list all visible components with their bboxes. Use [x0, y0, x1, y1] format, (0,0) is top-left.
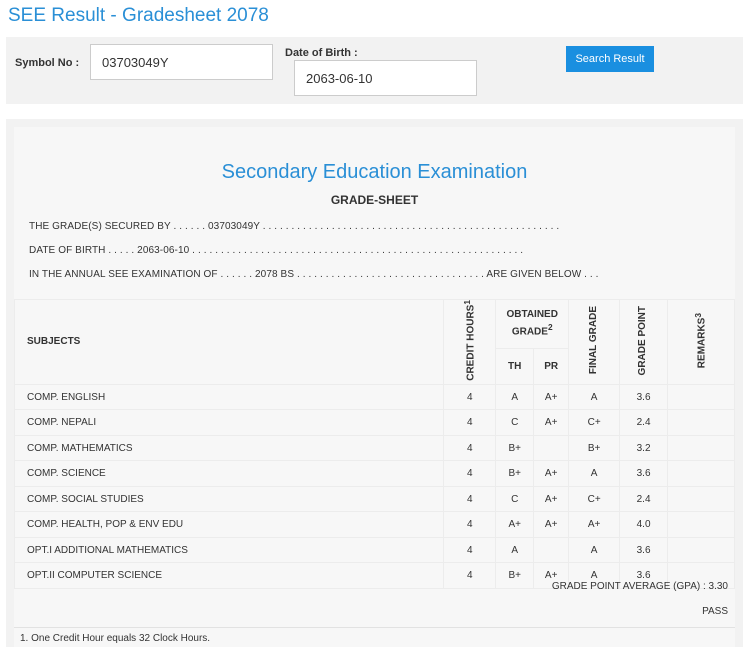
final-grade-cell: A: [569, 461, 620, 487]
gradesheet-container: [6, 119, 743, 647]
subject-cell: COMP. MATHEMATICS: [15, 435, 444, 461]
remarks-sup: 3: [693, 312, 704, 318]
table-row: [15, 461, 735, 487]
remarks-label: REMARKS: [696, 317, 708, 368]
grade-point-cell: 3.6: [620, 461, 668, 487]
th-grade-cell: B+: [496, 435, 534, 461]
credit-cell: 4: [444, 512, 496, 538]
th-grade-cell: C: [496, 410, 534, 436]
remarks-header: [668, 300, 735, 385]
final-grade-cell: A: [569, 384, 620, 410]
credit-cell: 4: [444, 384, 496, 410]
credit-cell: 4: [444, 537, 496, 563]
subject-cell: COMP. SOCIAL STUDIES: [15, 486, 444, 512]
final-grade-cell: A: [569, 537, 620, 563]
table-row: [15, 537, 735, 563]
final-grade-cell: B+: [569, 435, 620, 461]
credit-cell: 4: [444, 410, 496, 436]
pr-grade-cell: A+: [534, 486, 569, 512]
th-grade-cell: A+: [496, 512, 534, 538]
obtained-grade-header: [496, 300, 569, 349]
credit-cell: 4: [444, 486, 496, 512]
pr-grade-cell: [534, 537, 569, 563]
grade-point-cell: 3.2: [620, 435, 668, 461]
secured-by-line: THE GRADE(S) SECURED BY . . . . . . 03703049Y . . . . . . . . . . . . . . . . . . . . . . . . . . . . . . . . . . . . . . . . . . . . . . . . . . . .: [29, 221, 560, 232]
subject-cell: OPT.II COMPUTER SCIENCE: [15, 563, 444, 589]
grade-point-cell: 2.4: [620, 486, 668, 512]
grade-point-cell: 3.6: [620, 537, 668, 563]
th-grade-cell: C: [496, 486, 534, 512]
pr-grade-cell: A+: [534, 563, 569, 589]
table-row: [15, 384, 735, 410]
grade-point-cell: 2.4: [620, 410, 668, 436]
credit-hours-sup: 1: [461, 300, 472, 305]
obtained-grade-sup: 2: [547, 321, 553, 332]
remarks-cell: [668, 384, 735, 410]
gradesheet-subtitle: GRADE-SHEET: [330, 193, 419, 207]
pr-grade-cell: A+: [534, 461, 569, 487]
dob-input[interactable]: [294, 60, 477, 96]
grade-point-header: [620, 300, 668, 385]
remarks-cell: [668, 537, 735, 563]
symbol-label: Symbol No :: [15, 57, 80, 69]
pr-header: PR: [534, 349, 569, 385]
grade-point-label: GRADE POINT: [637, 305, 649, 376]
final-grade-cell: C+: [569, 486, 620, 512]
pr-grade-cell: A+: [534, 512, 569, 538]
exam-line: IN THE ANNUAL SEE EXAMINATION OF . . . . . . 2078 BS . . . . . . . . . . . . . . . . . . . . . . . . . . . . . . . . . ARE GIVEN BELOW . . .: [29, 269, 599, 280]
gradesheet: [14, 127, 735, 647]
pr-grade-cell: [534, 435, 569, 461]
subject-cell: COMP. NEPALI: [15, 410, 444, 436]
remarks-cell: [668, 512, 735, 538]
th-grade-cell: B+: [496, 563, 534, 589]
th-grade-cell: A: [496, 384, 534, 410]
table-row: [15, 410, 735, 436]
gpa-summary: GRADE POINT AVERAGE (GPA) : 3.30: [551, 581, 728, 592]
footnote-credit-hour: 1. One Credit Hour equals 32 Clock Hours.: [20, 633, 211, 644]
dob-label: Date of Birth :: [285, 47, 358, 59]
th-grade-cell: B+: [496, 461, 534, 487]
table-row: [15, 435, 735, 461]
subjects-header: SUBJECTS: [15, 300, 444, 385]
subject-cell: COMP. HEALTH, POP & ENV EDU: [15, 512, 444, 538]
th-grade-cell: A: [496, 537, 534, 563]
remarks-cell: [668, 410, 735, 436]
search-result-button[interactable]: Search Result: [566, 46, 654, 72]
subject-cell: COMP. SCIENCE: [15, 461, 444, 487]
grade-point-cell: 4.0: [620, 512, 668, 538]
credit-hours-header: [444, 300, 496, 385]
final-grade-header: [569, 300, 620, 385]
grades-table: [14, 299, 735, 589]
grade-point-cell: 3.6: [620, 384, 668, 410]
remarks-cell: [668, 486, 735, 512]
table-row: [15, 512, 735, 538]
symbol-input[interactable]: [90, 44, 273, 80]
credit-hours-label: CREDIT HOURS: [465, 304, 477, 381]
final-grade-cell: C+: [569, 410, 620, 436]
grade-point-cell: 3.6: [620, 563, 668, 589]
subject-cell: COMP. ENGLISH: [15, 384, 444, 410]
exam-title: Secondary Education Examination: [221, 161, 528, 183]
credit-cell: 4: [444, 461, 496, 487]
th-header: TH: [496, 349, 534, 385]
credit-cell: 4: [444, 563, 496, 589]
pr-grade-cell: A+: [534, 384, 569, 410]
table-row: [15, 486, 735, 512]
final-grade-cell: A: [569, 563, 620, 589]
final-grade-cell: A+: [569, 512, 620, 538]
remarks-cell: [668, 461, 735, 487]
subject-cell: OPT.I ADDITIONAL MATHEMATICS: [15, 537, 444, 563]
remarks-cell: [668, 435, 735, 461]
obtained-grade-label: OBTAINED GRADE: [506, 309, 558, 338]
divider: [14, 627, 735, 628]
dob-line: DATE OF BIRTH . . . . . 2063-06-10 . . . . . . . . . . . . . . . . . . . . . . . . . . . . . . . . . . . . . . . . . . . . . . . . . . . . . . . . . .: [29, 245, 524, 256]
page-title: SEE Result - Gradesheet 2078: [8, 5, 269, 26]
credit-cell: 4: [444, 435, 496, 461]
result-status: PASS: [702, 606, 728, 617]
final-grade-label: FINAL GRADE: [587, 306, 599, 375]
pr-grade-cell: A+: [534, 410, 569, 436]
search-panel: [6, 37, 743, 104]
